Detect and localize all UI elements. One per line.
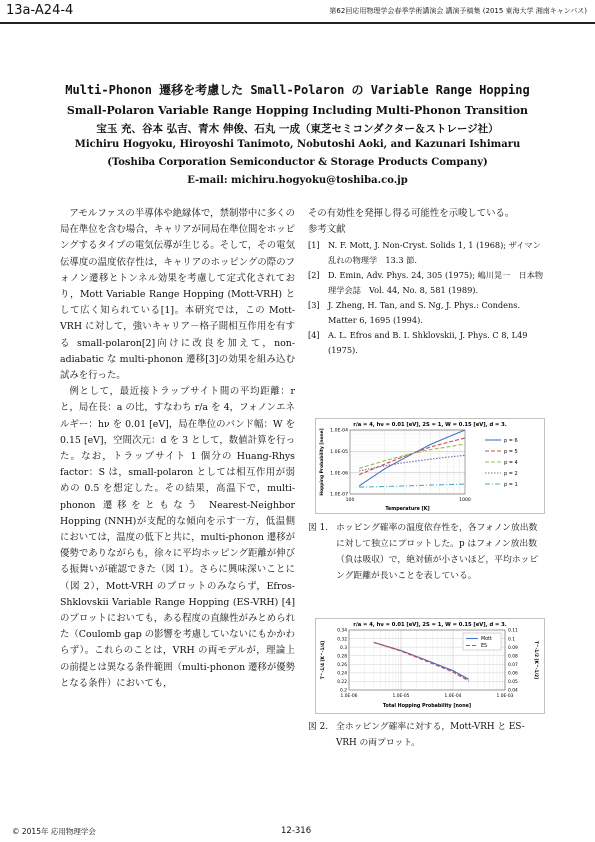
x-tick-label: 1.0E-03 — [496, 694, 514, 699]
title-japanese: Multi-Phonon 遷移を考慮した Small-Polaron の Variable Range Hopping — [65, 83, 530, 97]
paragraph-3: その有効性を発揮し得る可能性を示唆している。 — [308, 208, 515, 219]
x-axis-label: Total Hopping Probability [none] — [382, 704, 472, 709]
x-axis-label: Temperature [K] — [385, 507, 430, 512]
x-tick-label: 1.0E-06 — [340, 694, 358, 699]
paragraph-1: アモルファスの半導体や絶縁体で，禁制帯中に多くの局在準位を含む場合，キャリアが同局在準位間をホッピングするタイプの電気伝導が生じる。そして，その電気伝導度の温度依存性は，キャリアのホッピングの際のフォノン遷移とトンネル効果を考慮して定式化されており，Mott Variable Range Hopping (Mott-VRH) として広く知られている[1]。本研究では，この Mott-VRH に対して，強いキャリア－格子間相互作用を有する small-polaron[2]向けに改良を加えて，non-adiabatic な multi-phonon 遷移[3]の効果を組み込む試みを行った。 — [60, 208, 295, 382]
y-left-axis-label: T^-1/4 [K^-1/4] — [321, 640, 326, 680]
affiliation: (Toshiba Corporation Semiconductor & Storage Products Company) — [107, 157, 488, 168]
body-left-column — [60, 206, 295, 692]
chart-title: r/a = 4, hν = 0.01 [eV], 2S = 1, W = 0.15 [eV], d = 3. — [353, 422, 507, 428]
x-tick-label: 100 — [345, 498, 355, 503]
y-left-tick-label: 0.28 — [337, 654, 347, 660]
legend-label: p = 5 — [504, 448, 518, 455]
reference-item — [308, 298, 544, 328]
copyright: © 2015年 応用物理学会 — [12, 827, 96, 836]
y-tick-label: 1.0E-06 — [330, 471, 348, 477]
references-heading: 参考文献 — [308, 224, 346, 236]
y-left-tick-label: 0.26 — [337, 662, 347, 668]
title-english: Small-Polaron Variable Range Hopping Including Multi-Phonon Transition — [66, 104, 529, 117]
y-tick-label: 1.0E-05 — [330, 450, 348, 456]
y-tick-label: 1.0E-04 — [330, 428, 348, 434]
y-right-tick-label: 0.09 — [508, 645, 518, 651]
reference-item — [308, 328, 544, 358]
conference-name: 第62回応用物理学会春季学術講演会 講演予稿集 (2015 東海大学 湘南キャンパス) — [329, 7, 587, 15]
session-code: 13a-A24-4 — [6, 3, 74, 18]
reference-text: A. L. Efros and B. I. Shklovskii, J. Phys. C 8, L49 (1975). — [328, 330, 528, 356]
x-tick-label: 1.0E-04 — [444, 694, 462, 699]
figure-2-caption — [308, 719, 544, 751]
body-right-column — [308, 206, 544, 358]
y-left-tick-label: 0.32 — [337, 637, 347, 643]
figure-1-caption — [308, 520, 544, 584]
authors-japanese: 宝玉 充、谷本 弘吉、青木 伸俊、石丸 一成（東芝セミコンダクター＆ストレージ社） — [96, 123, 499, 135]
figure-2-chart — [315, 618, 545, 714]
y-left-tick-label: 0.22 — [337, 680, 347, 686]
y-right-axis-label: T^-1/2 [K^-1/2] — [533, 640, 538, 680]
email-address: E-mail: michiru.hogyoku@toshiba.co.jp — [187, 175, 408, 186]
header-rule — [0, 22, 595, 24]
reference-number: [1] — [308, 240, 320, 251]
reference-text: N. F. Mott, J. Non-Cryst. Solids 1, 1 (1968); ザイマン 乱れの物理学 13.3 節. — [328, 240, 541, 266]
x-tick-label: 1000 — [459, 498, 471, 503]
chart-title: r/a = 4, hν = 0.01 [eV], 2S = 1, W = 0.15 [eV], d = 3. — [353, 622, 507, 628]
paragraph-2: 例として，最近接トラップサイト間の平均距離：r と，局在長：a の比，すなわち r/a を 4，フォノンエネルギー：hν を 0.01 [eV]，局在準位のバンド幅：W を 0.15 [eV]，空間次元：d を 3 として，数値計算を行った。なお，トラップサイト 1 個分の Huang-Rhys factor：S は，small-polaron としては相互作用が弱めの 0.5 を想定した。その結果，高温下で，multi-phonon 遷移をともなう Nearest-Neighbor Hopping (NNH)が支配的な傾向を示す一方，低温側においては，温度の低下と共に，multi-phonon 遷移が優勢でありながらも，徐々に平均ホッピング距離が伸びる振舞いが確認できた（図 1）。さらに興味深いことに（図 2），Mott-VRH のプロットのみならず，Efros-Shklovskii Variable Range Hopping (ES-VRH) [4]のプロットにおいても，ある程度の直線性がみとめられた（Coulomb gap の影響を考慮していないにもかかわらず）。これらのことは，VRH の両モデルが，理論上の前提とは異なる条件範囲（multi-phonon 遷移が優勢となる条件）においても， — [60, 386, 295, 689]
reference-number: [2] — [308, 270, 320, 281]
legend-label: p = 1 — [504, 481, 518, 488]
legend-label: p = 2 — [504, 470, 518, 477]
figure-1-chart — [315, 418, 545, 514]
y-tick-label: 1.0E-07 — [330, 492, 348, 498]
page-number: 12-316 — [281, 826, 312, 836]
y-right-tick-label: 0.07 — [508, 662, 518, 668]
y-left-tick-label: 0.34 — [337, 628, 347, 634]
figure-1-label: 図 1. — [308, 523, 328, 533]
x-tick-label: 1.0E-05 — [392, 694, 410, 699]
y-right-tick-label: 0.04 — [508, 688, 518, 694]
legend-label: p = 6 — [504, 437, 518, 444]
authors-english: Michiru Hogyoku, Hiroyoshi Tanimoto, Nobutoshi Aoki, and Kazunari Ishimaru — [74, 139, 521, 150]
reference-item — [308, 268, 544, 298]
reference-item — [308, 238, 544, 268]
y-left-tick-label: 0.3 — [340, 645, 347, 651]
legend-label: Mott — [481, 637, 492, 643]
legend-label: ES — [481, 644, 488, 650]
reference-text: J. Zheng, H. Tan, and S. Ng, J. Phys.: Condens. Matter 6, 1695 (1994). — [328, 300, 521, 326]
y-right-tick-label: 0.1 — [508, 637, 515, 643]
y-axis-label: Hopping Probability [none] — [320, 428, 325, 496]
y-left-tick-label: 0.2 — [340, 688, 347, 694]
figure-2-text: 全ホッピング確率に対する，Mott-VRH と ES-VRH の両プロット。 — [336, 722, 525, 748]
y-right-tick-label: 0.05 — [508, 680, 518, 686]
y-right-tick-label: 0.08 — [508, 654, 518, 660]
reference-text: D. Emin, Adv. Phys. 24, 305 (1975); 嶋川晃一 日本物理学会誌 Vol. 44, No. 8, 581 (1989). — [328, 270, 544, 296]
y-left-tick-label: 0.24 — [337, 671, 347, 677]
figure-1-text: ホッピング確率の温度依存性を，各フォノン放出数に対して独立にプロットした。p はフォノン放出数（負は吸収）で，絶対値が小さいほど，平均ホッピング距離が長いことを表している。 — [336, 523, 539, 581]
reference-number: [4] — [308, 330, 320, 341]
y-right-tick-label: 0.06 — [508, 671, 518, 677]
y-right-tick-label: 0.11 — [508, 628, 518, 634]
legend-label: p = 4 — [504, 459, 518, 466]
reference-number: [3] — [308, 300, 320, 311]
figure-2-label: 図 2. — [308, 722, 328, 732]
